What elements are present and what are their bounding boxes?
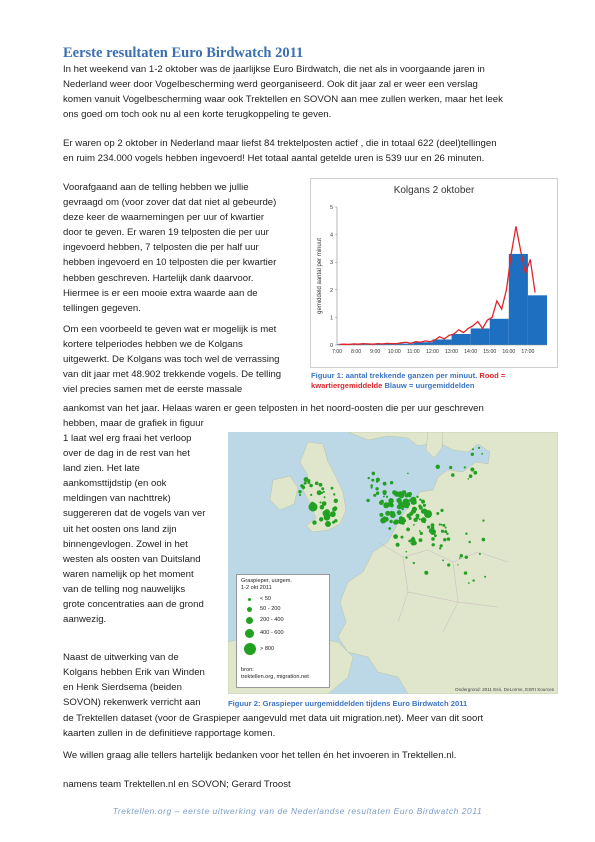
observation-dot bbox=[420, 532, 423, 535]
x-tick-label: 14:00 bbox=[464, 349, 478, 355]
text-line: van dit jaar met 48.902 trekkende vogels. De telling bbox=[63, 369, 282, 381]
legend-entry-4: 400 - 600 bbox=[241, 629, 284, 638]
observation-dot bbox=[310, 494, 312, 496]
observation-dot bbox=[436, 465, 440, 469]
observation-dot bbox=[442, 560, 444, 562]
x-tick-label: 10:00 bbox=[387, 349, 401, 355]
observation-dot bbox=[320, 501, 322, 503]
observation-dot bbox=[407, 514, 411, 518]
observation-dot bbox=[481, 453, 483, 455]
legend-title: Graspieper, uurgem. bbox=[241, 578, 292, 584]
observation-dot bbox=[436, 512, 439, 515]
observation-dot bbox=[479, 553, 481, 555]
chart-ylabel: gemiddeld aantal per minuut bbox=[317, 238, 323, 314]
observation-dot bbox=[332, 521, 335, 524]
text-line: Er waren op 2 oktober in Nederland maar liefst 84 trektelposten actief , die in totaal 622 (deel)tellingen bbox=[63, 138, 497, 149]
observation-dot bbox=[434, 534, 437, 537]
observation-dot bbox=[473, 471, 477, 475]
bar bbox=[509, 254, 528, 345]
observation-dot bbox=[471, 453, 474, 456]
text-line: Naast de uitwerking van de bbox=[63, 652, 179, 663]
observation-dot bbox=[446, 533, 448, 535]
observation-dot bbox=[411, 499, 417, 505]
legend-entry-1: < 50 bbox=[241, 596, 271, 603]
observation-dot bbox=[298, 490, 301, 493]
text-line: aanwezig. bbox=[63, 614, 107, 626]
observation-dot bbox=[482, 520, 484, 522]
land-continent bbox=[338, 432, 558, 694]
observation-dot bbox=[419, 506, 423, 510]
observation-dot bbox=[333, 506, 337, 510]
observation-dot bbox=[324, 496, 326, 498]
legend-entry-2: 50 - 200 bbox=[241, 606, 281, 613]
observation-dot bbox=[371, 486, 373, 488]
observation-dot bbox=[321, 487, 324, 490]
x-tick-label: 13:00 bbox=[445, 349, 459, 355]
text-line: tellingen gegeven. bbox=[63, 302, 141, 314]
observation-dot-large bbox=[309, 503, 318, 512]
text-line: Hiermee is er een mooie extra waarde aan de bbox=[63, 287, 258, 299]
observation-dot bbox=[410, 542, 412, 544]
observation-dot bbox=[431, 537, 435, 541]
text-line: land zien. Het late bbox=[63, 463, 140, 475]
text-line: 1 laat wel erg fraai het verloop bbox=[63, 433, 192, 444]
x-tick-label: 9:00 bbox=[370, 349, 381, 355]
text-line: westen als oosten van Duitsland bbox=[63, 553, 201, 565]
observation-dot bbox=[457, 564, 458, 565]
observation-dot bbox=[413, 518, 417, 522]
observation-dot bbox=[432, 543, 435, 546]
legend-dot-5 bbox=[244, 643, 256, 655]
observation-dot bbox=[312, 520, 316, 524]
observation-dot bbox=[376, 478, 380, 482]
observation-dot bbox=[406, 528, 410, 532]
observation-dot bbox=[403, 519, 406, 522]
observation-dot bbox=[469, 541, 471, 543]
observation-dot bbox=[299, 494, 301, 496]
x-tick-label: 8:00 bbox=[351, 349, 362, 355]
text-line: hebben, maar de grafiek in figuur bbox=[63, 418, 204, 430]
observation-dot bbox=[320, 505, 325, 510]
arrival-paragraph bbox=[63, 431, 205, 627]
text-line: viel precies samen met de eerste massale bbox=[63, 384, 243, 396]
observation-dot bbox=[441, 530, 444, 533]
observation-dot bbox=[323, 491, 325, 493]
bar bbox=[528, 295, 547, 345]
observation-dot bbox=[445, 527, 447, 529]
text-line: suggereren dat de vogels van ver bbox=[63, 508, 206, 520]
observation-dot-large bbox=[424, 510, 432, 518]
observation-dot bbox=[331, 487, 334, 490]
bar bbox=[471, 328, 490, 345]
text-line: binnengevlogen. Zowel in het bbox=[63, 538, 188, 550]
observation-dot bbox=[459, 557, 461, 559]
observation-dot bbox=[440, 544, 443, 547]
text-line: kaarten zullen in de definitieve rapportage komen. bbox=[63, 728, 276, 740]
observation-dot bbox=[401, 536, 404, 539]
text-line: uit het oosten ons land zijn bbox=[63, 523, 177, 535]
observation-dot bbox=[419, 538, 423, 542]
y-tick-label: 5 bbox=[329, 205, 333, 211]
intro-paragraph bbox=[63, 62, 503, 122]
observation-dot bbox=[468, 478, 470, 480]
observation-dot bbox=[416, 496, 418, 498]
text-line: en Henk Sierdsema (beiden bbox=[63, 682, 182, 694]
text-line: ons goed om toch ook nu al een korte terugkoppeling te geven. bbox=[63, 109, 332, 121]
observation-dot bbox=[484, 576, 486, 578]
observation-dot bbox=[384, 517, 389, 522]
stats-paragraph bbox=[63, 136, 497, 166]
observation-dot-large bbox=[411, 538, 416, 543]
x-tick-label: 15:00 bbox=[483, 349, 497, 355]
map-legend bbox=[236, 574, 330, 688]
observation-dot bbox=[465, 556, 468, 559]
legend-source: trektellen.org, migration.net bbox=[241, 674, 309, 680]
observation-dot bbox=[397, 504, 402, 509]
observation-dot bbox=[472, 579, 474, 581]
x-tick-label: 12:00 bbox=[425, 349, 439, 355]
bar bbox=[490, 319, 509, 345]
observation-dot bbox=[394, 519, 399, 524]
observation-dot bbox=[397, 510, 402, 515]
observation-dot bbox=[309, 484, 313, 488]
observation-dot bbox=[379, 500, 384, 505]
observation-dot-large bbox=[325, 521, 331, 527]
text-line: grote concentraties aan de grond bbox=[63, 599, 204, 611]
text-line: van de telling nog nauwelijks bbox=[63, 583, 186, 595]
observation-dot bbox=[317, 490, 322, 495]
legend-dot-3 bbox=[246, 617, 253, 624]
observation-dot bbox=[319, 483, 323, 487]
figure1-caption: Figuur 1: aantal trekkende ganzen per minuut. Rood = kwartiergemiddelde Blauw = uurgemiddelden bbox=[311, 371, 506, 390]
text-line: door te geven. Er waren 19 telposten die per uur bbox=[63, 227, 269, 239]
observation-dot bbox=[444, 530, 447, 533]
x-tick-label: 17:00 bbox=[521, 349, 535, 355]
legend-dot-1 bbox=[248, 598, 251, 601]
signature: namens team Trektellen.nl en SOVON; Gerard Troost bbox=[63, 779, 291, 790]
observation-dot bbox=[465, 533, 467, 535]
y-tick-label: 1 bbox=[329, 315, 333, 322]
observation-dot bbox=[407, 506, 409, 508]
text-line: ingevoerd hebben, 7 telposten die per half uur bbox=[63, 242, 259, 254]
text-line: waren namelijk op het moment bbox=[63, 568, 194, 580]
observation-dot bbox=[393, 534, 398, 539]
observation-dot bbox=[396, 543, 400, 547]
observation-dot bbox=[388, 498, 393, 503]
observation-dot bbox=[419, 499, 421, 501]
legend-entry-3: 200 - 400 bbox=[241, 617, 284, 624]
observation-dot bbox=[389, 520, 392, 523]
text-line: en ruim 234.000 vogels hebben ingevoerd! Het totaal aantal getelde uren is 539 uur en 26 minuten. bbox=[63, 153, 485, 165]
observation-dot bbox=[472, 448, 474, 450]
observation-dot bbox=[401, 508, 404, 511]
observation-dot bbox=[423, 504, 426, 507]
text-line: hebben ingevoerd en 10 telposten die per kwartier bbox=[63, 257, 277, 269]
observation-dot bbox=[304, 482, 307, 485]
observation-dot bbox=[470, 468, 474, 472]
page-title: Eerste resultaten Euro Birdwatch 2011 bbox=[63, 45, 304, 61]
observation-dot bbox=[368, 477, 370, 479]
observation-dot bbox=[373, 494, 376, 497]
observation-dot bbox=[407, 473, 409, 475]
map-credit: Ondergrond: 2011 Esri, DeLorme, ESRI Sources bbox=[455, 687, 554, 692]
text-line: de Trektellen dataset (voor de Graspieper aangevuld met data uit migration.net). Meer van dit soort bbox=[63, 713, 484, 724]
observation-dot bbox=[412, 507, 417, 512]
analysis-paragraph-continued bbox=[63, 711, 483, 741]
legend-subtitle: 1-2 okt 2011 bbox=[241, 585, 272, 591]
observation-dot bbox=[424, 571, 428, 575]
observation-dot bbox=[440, 509, 443, 512]
observation-dot bbox=[371, 479, 374, 482]
text-line: kortere telperiodes hebben we de Kolgans bbox=[63, 339, 243, 351]
observation-dot bbox=[383, 482, 387, 486]
observation-dot bbox=[439, 547, 441, 549]
observation-dot bbox=[307, 481, 310, 484]
observation-dot bbox=[447, 537, 450, 540]
text-line: Voorafgaand aan de telling hebben we jullie bbox=[63, 182, 249, 193]
text-line: meldingen van nachttrek) bbox=[63, 493, 171, 505]
observation-dot bbox=[427, 526, 430, 529]
observation-dot bbox=[376, 492, 379, 495]
land-ireland bbox=[270, 476, 298, 510]
observation-dot bbox=[413, 562, 415, 564]
text-line: Om een voorbeeld te geven wat er mogelijk is met bbox=[63, 324, 277, 335]
x-tick-label: 7:00 bbox=[331, 349, 343, 355]
observation-dot bbox=[441, 524, 443, 526]
text-line: over de dag in de rest van het bbox=[63, 448, 190, 460]
observation-dot bbox=[439, 523, 441, 525]
observation-dot bbox=[400, 521, 402, 523]
x-tick-label: 16:00 bbox=[502, 349, 516, 355]
observation-dot bbox=[366, 499, 369, 502]
observation-dot bbox=[416, 514, 420, 518]
observation-dot bbox=[464, 571, 467, 574]
legend-dot-2 bbox=[247, 607, 252, 612]
observation-dot bbox=[442, 524, 445, 527]
kolgans-chart-svg bbox=[311, 179, 557, 367]
figure2-caption: Figuur 2: Graspieper uurgemiddelden tijdens Euro Birdwatch 2011 bbox=[228, 699, 468, 708]
request-paragraph bbox=[63, 180, 276, 316]
observation-dot-large bbox=[403, 499, 410, 506]
observation-dot bbox=[413, 524, 415, 526]
land-scandinavia bbox=[426, 432, 443, 458]
observation-dot bbox=[392, 490, 397, 495]
observation-dot bbox=[402, 491, 404, 493]
page-footer: Trektellen.org – eerste uitwerking van de Nederlandse resultaten Euro Birdwatch 2011 bbox=[112, 806, 483, 816]
observation-dot bbox=[379, 513, 383, 517]
observation-dot bbox=[372, 472, 376, 476]
bar bbox=[452, 334, 471, 345]
text-line: komen vanuit Vogelbescherming waar ook Trektellen en SOVON aan mee zullen werken, maar het leek bbox=[63, 94, 503, 106]
text-line: Nederland weer door Vogelbescherming werd georganiseerd. Ook dit jaar zal er weer een verslag bbox=[63, 79, 478, 91]
observation-dot bbox=[451, 473, 455, 477]
analysis-paragraph bbox=[63, 650, 205, 710]
observation-dot bbox=[469, 474, 473, 478]
text-line: gevraagd om (voor zover dat dat niet al gebeurde) bbox=[63, 197, 277, 209]
observation-dot bbox=[447, 563, 450, 566]
observation-dot bbox=[333, 493, 335, 495]
kolgans-paragraph-continued bbox=[63, 401, 484, 431]
observation-dot bbox=[468, 582, 470, 584]
observation-dot bbox=[460, 554, 463, 557]
observation-dot bbox=[388, 527, 391, 530]
x-tick-label: 11:00 bbox=[407, 349, 420, 355]
thanks-paragraph: We willen graag alle tellers hartelijk bedanken voor het tellen én het invoeren in Trektellen.nl. bbox=[63, 750, 457, 761]
observation-dot bbox=[315, 482, 319, 486]
observation-dot bbox=[334, 499, 338, 503]
observation-dot bbox=[383, 496, 385, 498]
observation-dot bbox=[405, 557, 407, 559]
observation-dot bbox=[375, 487, 378, 490]
observation-dot bbox=[390, 481, 393, 484]
observation-dot bbox=[304, 477, 309, 482]
observation-dot bbox=[449, 466, 452, 469]
observation-dot bbox=[386, 496, 388, 498]
observation-dot bbox=[421, 500, 425, 504]
y-tick-label: 4 bbox=[329, 232, 333, 239]
observation-dot bbox=[333, 512, 336, 515]
graspieper-map bbox=[228, 432, 558, 694]
observation-dot bbox=[419, 518, 421, 520]
observation-dot bbox=[383, 492, 386, 495]
text-line: SOVON) rekenwerk verricht aan bbox=[63, 697, 201, 709]
y-tick-label: 0 bbox=[329, 343, 333, 349]
observation-dot bbox=[303, 487, 305, 489]
chart-title: Kolgans 2 oktober bbox=[393, 185, 475, 196]
y-tick-label: 2 bbox=[329, 287, 333, 294]
text-line: deze keer de waarnemingen per uur of kwartier bbox=[63, 212, 265, 224]
observation-dot bbox=[385, 511, 390, 516]
observation-dot bbox=[384, 504, 388, 508]
legend-entry-5: > 800 bbox=[241, 643, 274, 655]
text-line: aankomsttijdstip (en ook bbox=[63, 478, 167, 490]
text-line: aankomst van het jaar. Helaas waren er geen telposten in het noord-oosten die per uur geschreven bbox=[63, 403, 484, 414]
observation-dot-large bbox=[430, 529, 436, 535]
observation-dot bbox=[424, 521, 426, 523]
text-line: hebben geschreven. Hartelijk dank daarvoor. bbox=[63, 272, 254, 284]
observation-dot bbox=[325, 513, 330, 518]
observation-dot bbox=[406, 551, 408, 553]
text-line: Kolgans hebben Erik van Winden bbox=[63, 667, 205, 679]
legend-dot-4 bbox=[245, 629, 254, 638]
observation-dot bbox=[419, 530, 421, 532]
text-line: In het weekend van 1-2 oktober was de jaarlijkse Euro Birdwatch, die net als in voorgaande jaren in bbox=[63, 64, 485, 75]
y-tick-label: 3 bbox=[329, 260, 333, 267]
observation-dot bbox=[478, 447, 480, 449]
legend-source-label: bron: bbox=[241, 667, 254, 673]
observation-dot bbox=[392, 514, 394, 516]
observation-dot bbox=[319, 517, 323, 521]
observation-dot bbox=[482, 538, 486, 542]
text-line: uitgewerkt. De Kolgans was toch wel de verrassing bbox=[63, 354, 280, 366]
kolgans-chart bbox=[310, 178, 558, 368]
bar bbox=[413, 342, 432, 345]
observation-dot bbox=[464, 466, 466, 468]
kolgans-paragraph bbox=[63, 322, 281, 397]
observation-dot bbox=[443, 538, 446, 541]
